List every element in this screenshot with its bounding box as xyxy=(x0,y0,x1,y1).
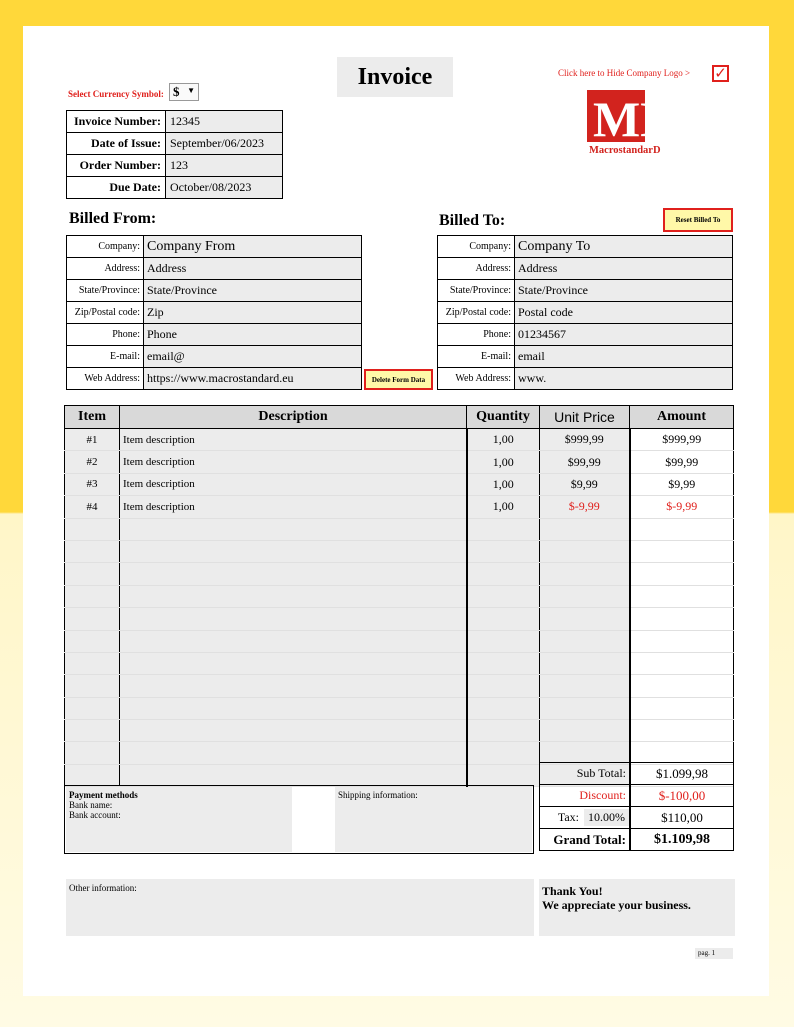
table-row xyxy=(65,585,734,607)
quantity-cell[interactable] xyxy=(467,720,540,742)
amount-cell: $9,99 xyxy=(630,473,734,495)
shipping-info-label: Shipping information: xyxy=(338,790,418,800)
bank-account-label: Bank account: xyxy=(69,810,121,820)
field-label: Web Address: xyxy=(67,368,144,390)
field-label: Phone: xyxy=(67,324,144,346)
description-cell[interactable] xyxy=(120,518,467,540)
to-zip-field[interactable]: Postal code xyxy=(515,302,733,324)
billed-from-row xyxy=(67,280,362,302)
invoice-sheet xyxy=(23,26,769,996)
other-info-field[interactable] xyxy=(66,879,534,936)
from-email-field[interactable]: email@ xyxy=(144,346,362,368)
logo-letters: MD xyxy=(593,91,677,147)
description-cell[interactable]: Item description xyxy=(120,451,467,473)
quantity-cell[interactable] xyxy=(467,675,540,697)
billed-from-row xyxy=(67,258,362,280)
billed-to-row xyxy=(438,258,733,280)
description-cell[interactable]: Item description xyxy=(120,496,467,518)
from-web-field[interactable]: https://www.macrostandard.eu xyxy=(144,368,362,390)
table-row xyxy=(65,742,734,764)
field-label: E-mail: xyxy=(67,346,144,368)
totals-table xyxy=(539,762,734,851)
meta-row xyxy=(67,155,283,177)
unit-price-cell[interactable] xyxy=(540,697,630,719)
billed-from-heading: Billed From: xyxy=(69,210,157,227)
quantity-cell[interactable] xyxy=(467,518,540,540)
description-cell[interactable] xyxy=(120,764,467,786)
currency-select[interactable] xyxy=(169,83,199,101)
amount-cell xyxy=(630,540,734,562)
field-label: State/Province: xyxy=(438,280,515,302)
quantity-cell[interactable] xyxy=(467,652,540,674)
quantity-cell[interactable] xyxy=(467,608,540,630)
unit-price-cell[interactable] xyxy=(540,742,630,764)
to-web-field[interactable]: www. xyxy=(515,368,733,390)
table-row xyxy=(65,496,734,518)
billed-from-row xyxy=(67,346,362,368)
billed-to-row xyxy=(438,302,733,324)
amount-cell: $999,99 xyxy=(630,429,734,451)
payment-methods-title: Payment methods xyxy=(69,790,138,800)
to-company-field[interactable]: Company To xyxy=(515,236,733,258)
to-state-field[interactable]: State/Province xyxy=(515,280,733,302)
unit-price-cell[interactable] xyxy=(540,608,630,630)
field-label: Phone: xyxy=(438,324,515,346)
amount-cell xyxy=(630,585,734,607)
quantity-cell[interactable] xyxy=(467,563,540,585)
quantity-cell[interactable] xyxy=(467,764,540,786)
table-row xyxy=(65,675,734,697)
field-label: Zip/Postal code: xyxy=(438,302,515,324)
currency-value: $ xyxy=(173,84,180,99)
amount-cell xyxy=(630,742,734,764)
items-body xyxy=(65,429,734,787)
meta-label: Order Number: xyxy=(67,155,166,177)
description-cell[interactable] xyxy=(120,630,467,652)
item-cell xyxy=(65,675,120,697)
quantity-cell[interactable]: 1,00 xyxy=(467,451,540,473)
meta-label: Date of Issue: xyxy=(67,133,166,155)
amount-cell xyxy=(630,563,734,585)
subtotal-label: Sub Total: xyxy=(540,763,631,785)
item-cell xyxy=(65,608,120,630)
item-cell xyxy=(65,697,120,719)
unit-price-cell[interactable] xyxy=(540,630,630,652)
subtotal-row xyxy=(540,763,734,785)
table-row xyxy=(65,540,734,562)
item-cell xyxy=(65,518,120,540)
unit-price-cell[interactable] xyxy=(540,675,630,697)
unit-price-cell[interactable] xyxy=(540,585,630,607)
from-state-field[interactable]: State/Province xyxy=(144,280,362,302)
field-label: Address: xyxy=(438,258,515,280)
billed-to-heading: Billed To: xyxy=(439,212,506,229)
table-row xyxy=(65,518,734,540)
amount-cell: $99,99 xyxy=(630,451,734,473)
field-label: State/Province: xyxy=(67,280,144,302)
table-row xyxy=(65,563,734,585)
thank-you-line: Thank You! xyxy=(542,884,603,898)
tax-row xyxy=(540,807,734,829)
invoice-meta-table xyxy=(66,110,283,199)
discount-value[interactable]: $-100,00 xyxy=(630,785,734,807)
quantity-cell[interactable] xyxy=(467,742,540,764)
description-cell[interactable] xyxy=(120,675,467,697)
grand-total-value: $1.109,98 xyxy=(630,829,734,851)
billed-from-row xyxy=(67,368,362,390)
unit-price-cell[interactable] xyxy=(540,563,630,585)
description-cell[interactable] xyxy=(120,742,467,764)
table-row xyxy=(65,473,734,495)
other-info-label: Other information: xyxy=(69,883,137,893)
company-logo xyxy=(587,90,699,156)
unit-price-cell[interactable]: $-9,99 xyxy=(540,496,630,518)
invoice-title: Invoice xyxy=(337,57,453,97)
unit-price-cell[interactable]: $99,99 xyxy=(540,451,630,473)
to-phone-field[interactable]: 01234567 xyxy=(515,324,733,346)
col-header-quantity: Quantity xyxy=(467,406,540,429)
item-cell: #2 xyxy=(65,451,120,473)
currency-label: Select Currency Symbol: xyxy=(68,89,164,99)
quantity-cell[interactable] xyxy=(467,630,540,652)
item-cell: #4 xyxy=(65,496,120,518)
payment-box xyxy=(64,785,534,854)
billed-to-row xyxy=(438,280,733,302)
amount-cell xyxy=(630,697,734,719)
table-row xyxy=(65,429,734,451)
from-zip-field[interactable]: Zip xyxy=(144,302,362,324)
amount-cell xyxy=(630,720,734,742)
unit-price-cell[interactable] xyxy=(540,518,630,540)
unit-price-cell[interactable] xyxy=(540,720,630,742)
description-cell[interactable] xyxy=(120,540,467,562)
item-cell xyxy=(65,742,120,764)
item-cell xyxy=(65,652,120,674)
amount-cell: $-9,99 xyxy=(630,496,734,518)
reset-billed-to-button[interactable]: Reset Billed To xyxy=(663,208,733,232)
billed-to-row xyxy=(438,368,733,390)
item-cell xyxy=(65,585,120,607)
field-label: Address: xyxy=(67,258,144,280)
table-row xyxy=(65,451,734,473)
amount-cell xyxy=(630,630,734,652)
chevron-down-icon: ▼ xyxy=(187,86,195,95)
from-company-field[interactable]: Company From xyxy=(144,236,362,258)
to-email-field[interactable]: email xyxy=(515,346,733,368)
table-row xyxy=(65,652,734,674)
meta-label: Invoice Number: xyxy=(67,111,166,133)
description-cell[interactable]: Item description xyxy=(120,473,467,495)
tax-rate-field[interactable]: 10.00% xyxy=(584,809,629,826)
item-cell: #1 xyxy=(65,429,120,451)
unit-price-cell[interactable]: $9,99 xyxy=(540,473,630,495)
col-header-description: Description xyxy=(120,406,467,429)
description-cell[interactable] xyxy=(120,585,467,607)
description-cell[interactable]: Item description xyxy=(120,429,467,451)
shipping-info-field[interactable] xyxy=(335,787,532,852)
meta-row xyxy=(67,111,283,133)
col-header-item: Item xyxy=(65,406,120,429)
grand-total-label: Grand Total: xyxy=(540,829,631,851)
item-cell xyxy=(65,563,120,585)
table-row xyxy=(65,720,734,742)
tax-label: Tax: xyxy=(557,810,579,824)
item-cell xyxy=(65,540,120,562)
discount-row xyxy=(540,785,734,807)
from-phone-field[interactable]: Phone xyxy=(144,324,362,346)
to-address-field[interactable]: Address xyxy=(515,258,733,280)
meta-label: Due Date: xyxy=(67,177,166,199)
description-cell[interactable] xyxy=(120,720,467,742)
amount-cell xyxy=(630,652,734,674)
billed-from-row xyxy=(67,324,362,346)
unit-price-cell[interactable] xyxy=(540,652,630,674)
billed-from-table xyxy=(66,235,362,390)
amount-cell xyxy=(630,675,734,697)
appreciation-line: We appreciate your business. xyxy=(542,898,691,912)
bank-name-label: Bank name: xyxy=(69,800,113,810)
description-cell[interactable] xyxy=(120,563,467,585)
table-row xyxy=(65,697,734,719)
meta-row xyxy=(67,177,283,199)
items-header-row xyxy=(65,406,734,429)
description-cell[interactable] xyxy=(120,652,467,674)
description-cell[interactable] xyxy=(120,608,467,630)
quantity-cell[interactable]: 1,00 xyxy=(467,496,540,518)
tax-cell xyxy=(540,807,631,829)
discount-label: Discount: xyxy=(540,785,631,807)
order-number-field[interactable]: 123 xyxy=(166,155,283,177)
field-label: Company: xyxy=(438,236,515,258)
logo-wordmark: MacrostandarD xyxy=(589,145,661,156)
table-row xyxy=(65,630,734,652)
unit-price-cell[interactable] xyxy=(540,540,630,562)
grand-total-row xyxy=(540,829,734,851)
payment-methods-field[interactable] xyxy=(66,787,292,852)
unit-price-cell[interactable]: $999,99 xyxy=(540,429,630,451)
checkmark-icon: ✓ xyxy=(714,64,727,82)
hide-logo-checkbox[interactable] xyxy=(712,65,729,82)
amount-cell xyxy=(630,518,734,540)
item-cell xyxy=(65,720,120,742)
billed-to-table xyxy=(437,235,733,390)
field-label: E-mail: xyxy=(438,346,515,368)
billed-to-row xyxy=(438,324,733,346)
quantity-cell[interactable]: 1,00 xyxy=(467,473,540,495)
quantity-cell[interactable] xyxy=(467,697,540,719)
field-label: Company: xyxy=(67,236,144,258)
quantity-cell[interactable] xyxy=(467,540,540,562)
quantity-cell[interactable] xyxy=(467,585,540,607)
field-label: Web Address: xyxy=(438,368,515,390)
amount-cell xyxy=(630,608,734,630)
from-address-field[interactable]: Address xyxy=(144,258,362,280)
subtotal-value: $1.099,98 xyxy=(630,763,734,785)
item-cell xyxy=(65,764,120,786)
invoice-number-field[interactable]: 12345 xyxy=(166,111,283,133)
billed-to-row xyxy=(438,236,733,258)
hide-logo-label: Click here to Hide Company Logo > xyxy=(558,68,691,78)
delete-form-data-button[interactable]: Delete Form Data xyxy=(364,369,433,390)
col-header-amount: Amount xyxy=(630,406,734,429)
table-row xyxy=(65,608,734,630)
meta-row xyxy=(67,133,283,155)
tax-value: $110,00 xyxy=(630,807,734,829)
item-cell: #3 xyxy=(65,473,120,495)
billed-from-row xyxy=(67,236,362,258)
field-label: Zip/Postal code: xyxy=(67,302,144,324)
billed-to-row xyxy=(438,346,733,368)
description-cell[interactable] xyxy=(120,697,467,719)
due-date-field[interactable]: October/08/2023 xyxy=(166,177,283,199)
col-header-unit-price: Unit Price xyxy=(540,406,630,429)
item-cell xyxy=(65,630,120,652)
billed-from-row xyxy=(67,302,362,324)
issue-date-field[interactable]: September/06/2023 xyxy=(166,133,283,155)
page-number: pag. 1 xyxy=(695,948,733,959)
thank-you-note xyxy=(539,879,735,936)
items-table xyxy=(64,405,734,787)
quantity-cell[interactable]: 1,00 xyxy=(467,429,540,451)
